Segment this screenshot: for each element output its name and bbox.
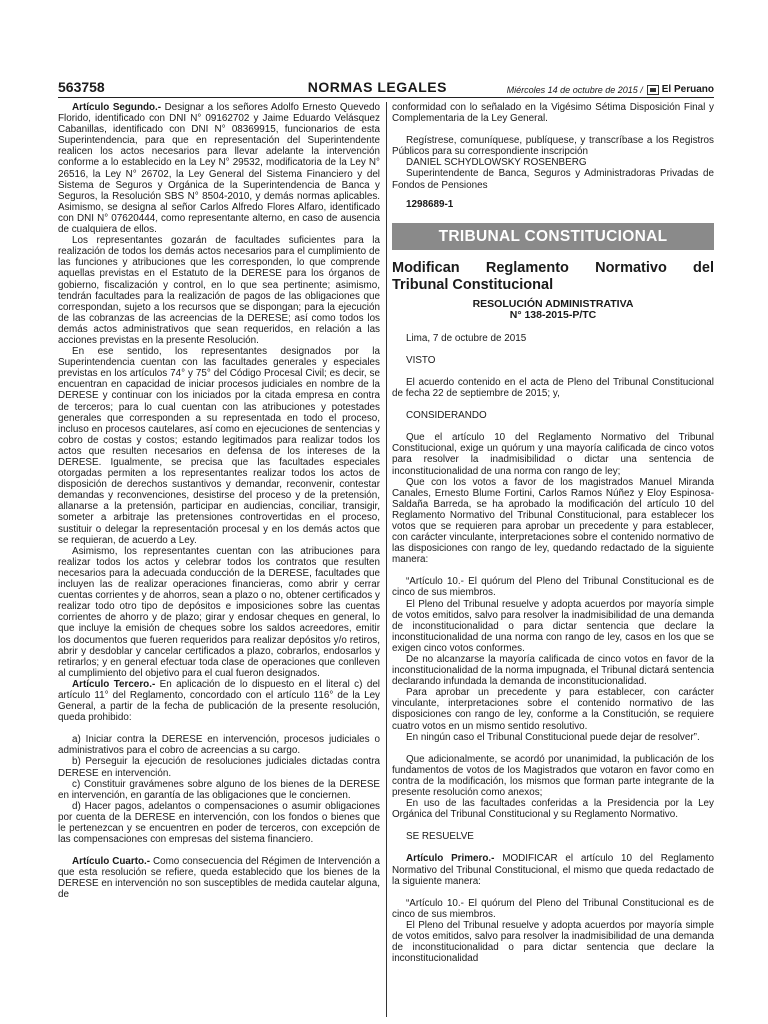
publication-date: Miércoles 14 de octubre de 2015 / [506, 85, 643, 95]
paragraph [392, 355, 714, 366]
paragraph [392, 477, 714, 566]
coat-of-arms-icon [647, 85, 659, 95]
paragraph [58, 756, 380, 778]
paragraph [58, 102, 380, 235]
paragraph [58, 546, 380, 679]
paragraph-text: SE RESUELVE [406, 831, 474, 843]
paragraph-text: d) Hacer pagos, adelantos o compensaciones o asumir obligaciones por cuenta de la DERESE en intervención, con los fondos o bienes que le pertenezcan y se encuentren en poder de terceros, con excepción de las compensaciones con empresas del sistema financiero. [58, 800, 380, 846]
paragraph [392, 102, 714, 124]
resolution-body [392, 333, 714, 965]
section-banner: TRIBUNAL CONSTITUCIONAL [392, 223, 714, 250]
paragraph-text: “Artículo 10.- El quórum del Pleno del Tribunal Constitucional es de cinco de sus miembros. [392, 576, 714, 599]
headline-line-1: Modifican Reglamento Normativo del [392, 259, 714, 276]
paragraph-text: Regístrese, comuníquese, publíquese, y transcríbase a los Registros Públicos para su correspondiente inscripción [392, 135, 714, 158]
article-lead: Artículo Tercero.- [72, 678, 156, 690]
paragraph-text: conformidad con lo señalado en la Vigésimo Sétima Disposición Final y Complementaria de la Ley General. [392, 102, 714, 125]
paragraph-text: Que adicionalmente, se acordó por unanimidad, la publicación de los fundamentos de votos de los Magistrados que votaron en favor como en contra de la modificación, los mismos que forman parte integrante de la presente resolución como anexos; [392, 753, 714, 799]
right-column [392, 102, 714, 964]
right-column-top [392, 102, 714, 191]
paragraph [392, 168, 714, 190]
newspaper-logo [647, 84, 714, 95]
paragraph-text: Designar a los señores Adolfo Ernesto Quevedo Florido, identificado con DNI N° 09162702 y Jaime Eduardo Velásquez Cabanillas, identificado con DNI N° 08369915, funcionarios de esta Superintendencia, para que en representación del Superintendente realicen los actos necesarios para llevar adelante la intervención conforme a lo establecido en la Ley N° 29532, modificatoria de la Ley N° 26516, la Ley N° 26702, la Ley General del Sistema Financiero y del Sistema de Seguros y Orgánica de la Superintendencia de Banca y Seguros, la Resolución SBS N° 8504-2010, y demás normas aplicables. Asimismo, se designa al señor Carlos Alfredo Flores Alfaro, identificado con DNI N° 07620444, como representante alterno, en caso de ausencia de cualquiera de ellos. [58, 102, 380, 236]
paragraph-text: Que el artículo 10 del Reglamento Normativo del Tribunal Constitucional, exige un quórum y una mayoría calificada de cinco votos para resolver la inadmisibilidad o dictar una sentencia de inconstitucionalidad de una norma con rango de ley; [392, 432, 714, 477]
paragraph [392, 654, 714, 687]
resolution-number: N° 138-2015-P/TC [509, 309, 597, 322]
paragraph-text: Para aprobar un precedente y para establecer, con carácter vinculante, interpretaciones sobre el contenido normativo de las disposiciones con rango de ley, conforme a la Constitución, se requiere cuatro votos en un mismo sentido resolutivo. [392, 687, 714, 732]
paragraph-text: Lima, 7 de octubre de 2015 [406, 332, 527, 344]
paragraph [58, 779, 380, 801]
paragraph-text: En uso de las facultades conferidas a la Presidencia por la Ley Orgánica del Tribunal Constitucional y su Reglamento Normativo. [392, 798, 714, 821]
paragraph-text: Como consecuencia del Régimen de Intervención a que esta resolución se refiere, queda establecido que los bienes de la DERESE en intervención no son susceptibles de medida cautelar alguna, de [58, 856, 381, 901]
paragraph [392, 410, 714, 421]
paragraph [392, 732, 714, 743]
paragraph [392, 898, 714, 920]
paragraph-text: En ese sentido, los representantes designados por la Superintendencia cuentan con las facultades generales y especiales previstas en los artículos 74° y 75° del Código Procesal Civil; es decir, se encuentran en capacidad de iniciar procesos judiciales en nombre de la DERESE y continuar con los iniciados por la citada empresa en contra de terceros; para lo cual cuentan con las atribuciones y potestades generales que corresponden a su representada en todo el proceso, incluso en procesos cautelares, así como en ejecuciones de sentencias y cobro de costas y costos; estando legitimados para realizar todos los actos que resulten necesarios en defensa de los intereses de la DERESE. Igualmente, se precisa que las facultades especiales otorgadas permiten a los representantes realizar todos los actos de disposición de derechos sustantivos y demandar, reconvenir, contestar demandas y reconvenciones, desistirse del proceso y de la pretensión, allanarse a la pretensión, participar en audiencias, conciliar, transigir, someter a arbitraje las pretensiones controvertidas en el proceso, sustituir o delegar la representación procesal y en los demás actos que se requieran, de acuerdo a Ley. [58, 346, 380, 546]
paragraph [392, 831, 714, 842]
article-lead: Artículo Primero.- [406, 853, 495, 865]
paragraph [392, 853, 714, 886]
column-divider [386, 102, 387, 1017]
paragraph-text: DANIEL SCHYDLOWSKY ROSENBERG [406, 157, 587, 169]
paragraph [392, 377, 714, 399]
paragraph-text: El acuerdo contenido en el acta de Pleno del Tribunal Constitucional de fecha 22 de septiembre de 2015; y, [392, 376, 714, 400]
article-lead: Artículo Segundo.- [72, 102, 162, 113]
paragraph-text: El Pleno del Tribunal resuelve y adopta acuerdos por mayoría simple de votos emitidos, salvo para resolver la inadmisibilidad de una demanda de inconstitucionalidad o para dictar sentencia que declare la inconstitucionalidad de una norma con rango de ley, casos en los que se exigen cinco votos conformes. [392, 598, 714, 654]
paragraph [58, 235, 380, 346]
paragraph [58, 734, 380, 756]
headline-line-2: Tribunal Constitucional [392, 276, 554, 293]
resolution-title [392, 299, 714, 322]
paragraph [392, 599, 714, 654]
page-number: 563758 [58, 79, 105, 95]
paragraph [58, 801, 380, 845]
paragraph [58, 856, 380, 900]
paragraph-text: En ningún caso el Tribunal Constitucional puede dejar de resolver”. [406, 731, 700, 743]
article-lead: Artículo Cuarto.- [72, 856, 151, 868]
paragraph-text: En aplicación de lo dispuesto en el literal c) del artículo 11° del Reglamento, concordado con el artículo 116° de la Ley General, a partir de la fecha de publicación de la presente resolución, queda prohibido: [58, 678, 380, 724]
paragraph [392, 798, 714, 820]
paragraph-text: Asimismo, los representantes cuentan con las atribuciones para realizar todos los actos y celebrar todos los contratos que resulten necesarios para la adecuada conducción de la DERESE, facultades que incluyen las de realizar operaciones financieras, como abrir y cerrar cuentas corrientes y de ahorros, sean a plazo o no, obtener certificados y realizar todo otro tipo de depósitos e imposiciones sobre las cuentas corrientes de ahorro y de plazo; girar y endosar cheques en general, lo que incluye la emisión de cheques sobre los saldos acreedores, emitir los documentos que fueren requeridos para realizar depósitos y/o retiros, abrir y desdoblar y cancelar certificados a plazo, cobrarlos, endosarlos y retirarlos; y en general efectuar toda clase de operaciones que conlleven al cumplimiento del objetivo para el cual fueron designados. [58, 545, 380, 679]
document-id: 1298689-1 [406, 198, 454, 210]
paragraph [392, 135, 714, 157]
paragraph [392, 576, 714, 598]
paragraph-text: “Artículo 10.- El quórum del Pleno del Tribunal Constitucional es de cinco de sus miembros. [392, 897, 714, 920]
paragraph-text: CONSIDERANDO [406, 410, 487, 422]
paragraph [58, 679, 380, 723]
paragraph-text: b) Perseguir la ejecución de resoluciones judiciales dictadas contra DERESE en intervención. [58, 756, 380, 779]
paragraph [58, 346, 380, 546]
paragraph [392, 333, 714, 344]
paragraph [392, 754, 714, 798]
paragraph-text: VISTO [406, 354, 436, 366]
paragraph-text: De no alcanzarse la mayoría calificada de cinco votos en favor de la inconstitucionalidad de la norma impugnada, el Tribunal dictará sentencia declarando infundada la demanda de inconstitucionalidad. [392, 654, 714, 688]
paragraph [392, 920, 714, 964]
page-header [58, 78, 714, 98]
paragraph-text: a) Iniciar contra la DERESE en intervención, procesos judiciales o administrativos para el cobro de acreencias a su cargo. [58, 734, 380, 757]
paragraph-text: MODIFICAR el artículo 10 del Reglamento Normativo del Tribunal Constitucional, el mismo que queda redactado de la siguiente manera: [392, 853, 714, 887]
article-headline [392, 260, 714, 294]
paragraph-text: Superintendente de Banca, Seguros y Administradoras Privadas de Fondos de Pensiones [392, 168, 714, 191]
paragraph-text: c) Constituir gravámenes sobre alguno de los bienes de la DERESE en intervención, en garantía de las obligaciones que le conciernen. [58, 778, 380, 801]
paragraph [392, 687, 714, 731]
resolution-title-line-1: RESOLUCIÓN ADMINISTRATIVA [472, 297, 634, 310]
paragraph [392, 157, 714, 168]
newspaper-name: El Peruano [661, 84, 714, 95]
paragraph [392, 432, 714, 476]
left-column [58, 102, 380, 901]
paragraph-text: El Pleno del Tribunal resuelve y adopta acuerdos por mayoría simple de votos emitidos, salvo para resolver la inadmisibilidad de una demanda de inconstitucionalidad o para dictar sentencia que declare la inconstitucionalidad [392, 919, 714, 965]
section-title: NORMAS LEGALES [307, 79, 447, 95]
paragraph-text: Que con los votos a favor de los magistrados Manuel Miranda Canales, Ernesto Blume Fortini, Carlos Ramos Núñez y Eloy Espinosa-Saldaña Barreda, se ha aprobado la modificación del artículo 10 del Reglamento Normativo del Tribunal Constitucional, para establecer los votos que se requieren para aprobar un precedente y para establecer, con carácter vinculante, interpretaciones sobre el contenido normativo de las disposiciones con rango de ley, quedando redactado de la siguiente manera: [392, 476, 714, 566]
paragraph-text: Los representantes gozarán de facultades suficientes para la realización de todos los demás actos necesarios para el cumplimiento de las funciones y atribuciones que les corresponden, lo que comprende aquellas previstas en el Estatuto de la DERESE para los órganos de gobierno, fiscalización y control, en lo que sea pertinente; asimismo, tendrán facultades para la realización de pagos de las obligaciones que correspondan, sujeto a los recursos que se dispongan; para la ejecución de las cobranzas de las acreencias de la DERESE; así como todos los demás actos administrativos que sean requeridos, en relación a las acciones previstas en la presente Resolución. [58, 235, 380, 346]
